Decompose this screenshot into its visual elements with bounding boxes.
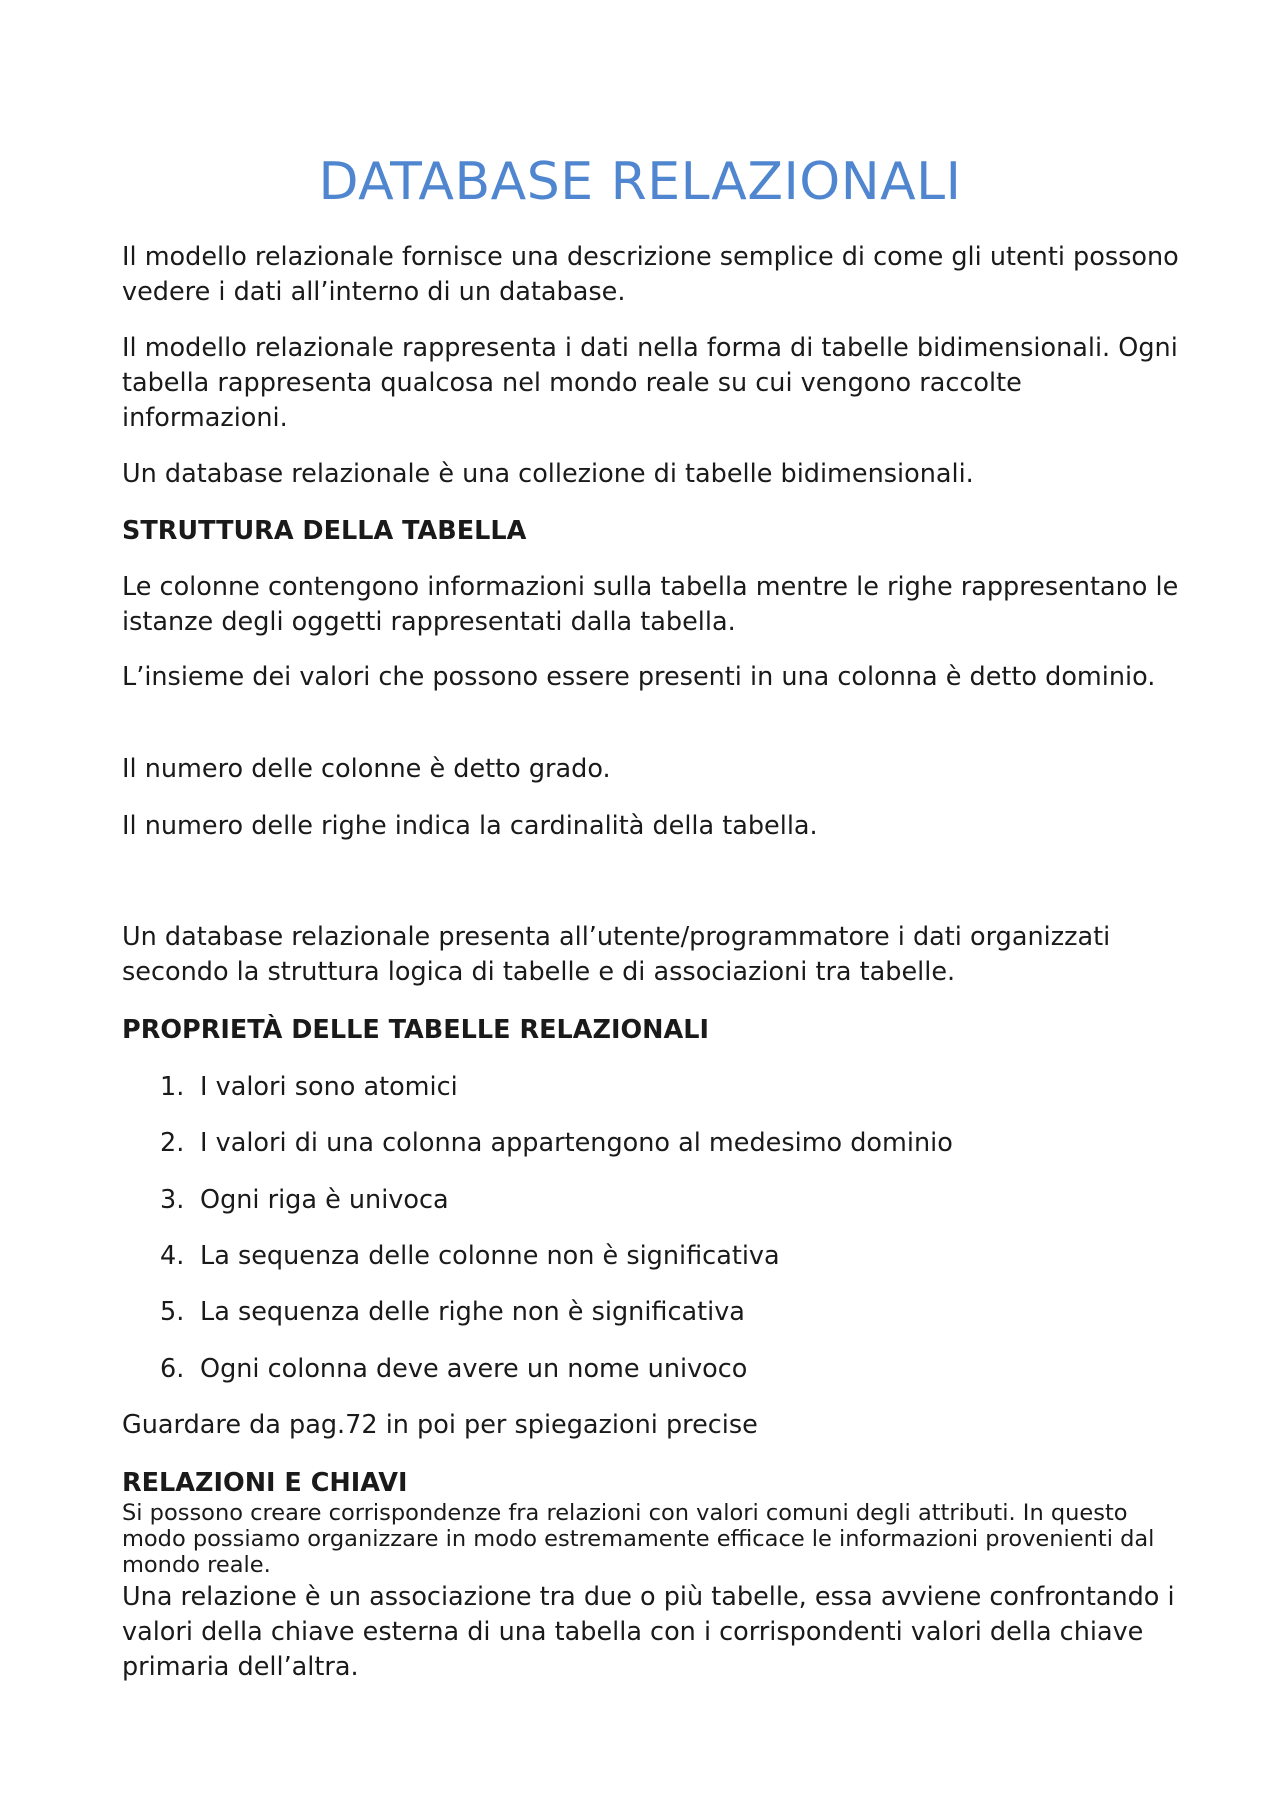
list-item-number: 4. <box>160 1241 185 1271</box>
intro-paragraph-2: Il modello relazionale rappresenta i dati nella forma di tabelle bidimensionali. Ogni tabella rappresenta qualcosa nel mondo reale su cui vengono raccolte informazioni. <box>122 333 1178 433</box>
list-item-text: Ogni colonna deve avere un nome univoco <box>200 1354 748 1384</box>
section-heading-struttura: STRUTTURA DELLA TABELLA <box>122 516 527 546</box>
list-item-text: La sequenza delle righe non è significativa <box>200 1297 745 1327</box>
list-item-number: 1. <box>160 1072 185 1102</box>
struttura-paragraph-5: Un database relazionale presenta all’utente/programmatore i dati organizzati secondo la struttura logica di tabelle e di associazioni tra tabelle. <box>122 922 1111 987</box>
section-heading-relazioni: RELAZIONI E CHIAVI <box>122 1468 408 1498</box>
list-item <box>160 1239 1160 1274</box>
list-item-number: 3. <box>160 1185 185 1215</box>
relazioni-paragraph: Una relazione è un associazione tra due o più tabelle, essa avviene confrontando i valori della chiave esterna di una tabella con i corrispondenti valori della chiave primaria dell’altra. <box>122 1582 1175 1682</box>
struttura-paragraph-1: Le colonne contengono informazioni sulla tabella mentre le righe rappresentano le istanze degli oggetti rappresentati dalla tabella. <box>122 572 1179 637</box>
list-item-text: I valori sono atomici <box>200 1072 458 1102</box>
list-item <box>160 1295 1160 1330</box>
list-item <box>160 1126 1160 1161</box>
section-heading-proprieta: PROPRIETÀ DELLE TABELLE RELAZIONALI <box>122 1015 709 1045</box>
intro-paragraph-1: Il modello relazionale fornisce una descrizione semplice di come gli utenti possono vedere i dati all’interno di un database. <box>122 242 1179 307</box>
reference-note: Guardare da pag.72 in poi per spiegazioni precise <box>122 1410 758 1440</box>
list-item-text: Ogni riga è univoca <box>200 1185 449 1215</box>
list-item-text: I valori di una colonna appartengono al medesimo dominio <box>200 1128 953 1158</box>
struttura-paragraph-4: Il numero delle righe indica la cardinalità della tabella. <box>122 811 818 841</box>
list-item <box>160 1070 1160 1105</box>
struttura-paragraph-3: Il numero delle colonne è detto grado. <box>122 754 611 784</box>
list-item-number: 5. <box>160 1297 185 1327</box>
list-item-text: La sequenza delle colonne non è significativa <box>200 1241 780 1271</box>
page-title: DATABASE RELAZIONALI <box>318 152 962 212</box>
list-item <box>160 1183 1160 1218</box>
list-item-number: 6. <box>160 1354 185 1384</box>
relazioni-small-paragraph: Si possono creare corrispondenze fra relazioni con valori comuni degli attributi. In questo modo possiamo organizzare in modo estremamente efficace le informazioni provenienti dal mondo reale. <box>122 1500 1155 1578</box>
list-item <box>160 1352 1160 1387</box>
intro-paragraph-3: Un database relazionale è una collezione di tabelle bidimensionali. <box>122 459 974 489</box>
list-item-number: 2. <box>160 1128 185 1158</box>
struttura-paragraph-2: L’insieme dei valori che possono essere presenti in una colonna è detto dominio. <box>122 662 1156 692</box>
